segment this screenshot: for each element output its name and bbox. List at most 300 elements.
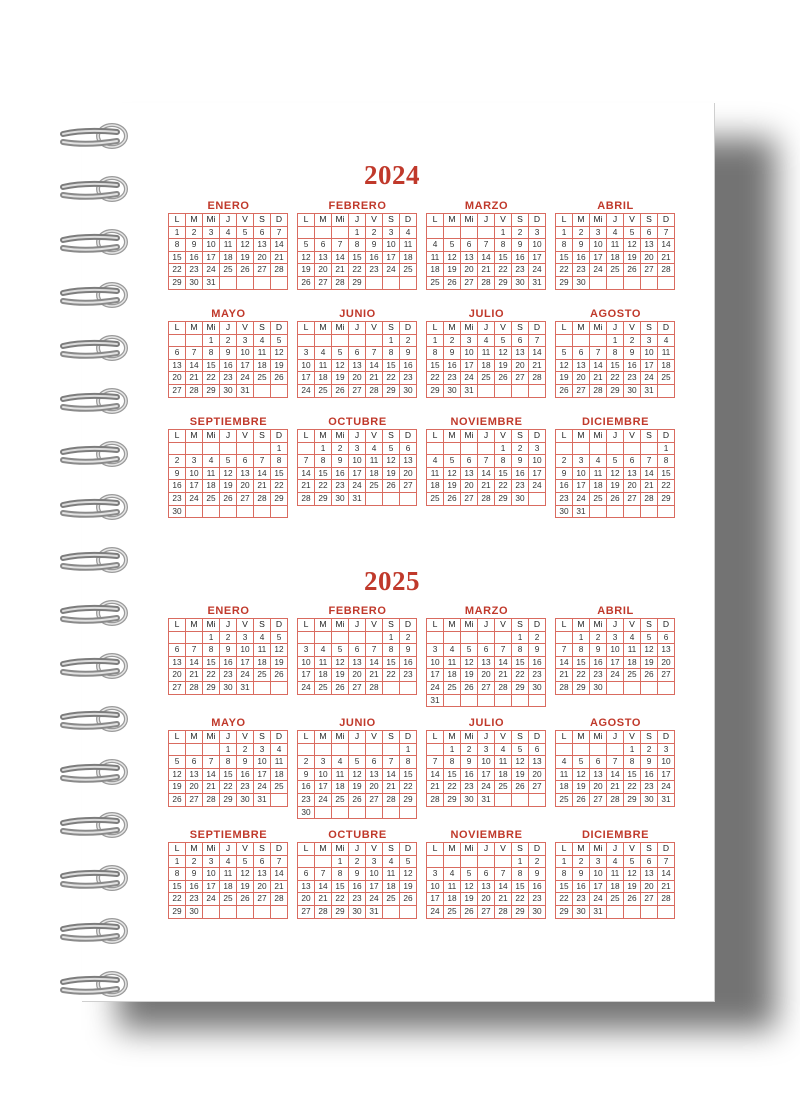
day-cell: 19	[400, 881, 417, 894]
day-cell: 26	[444, 493, 461, 506]
day-cell: 28	[186, 385, 203, 398]
weekday-header: M	[315, 731, 332, 744]
weekday-header: V	[624, 322, 641, 335]
empty-cell	[556, 335, 573, 348]
empty-cell	[624, 506, 641, 519]
day-cell: 20	[254, 881, 271, 894]
weekday-header: V	[237, 322, 254, 335]
day-cell: 16	[237, 769, 254, 782]
day-cell: 2	[332, 443, 349, 456]
empty-cell	[427, 227, 444, 240]
day-cell: 5	[271, 335, 288, 348]
weekday-header: S	[512, 322, 529, 335]
day-cell: 31	[590, 906, 607, 919]
day-cell: 17	[349, 468, 366, 481]
day-cell: 3	[590, 856, 607, 869]
weekday-header: D	[400, 214, 417, 227]
month-calendar	[555, 199, 676, 290]
day-cell: 1	[607, 335, 624, 348]
empty-cell	[271, 385, 288, 398]
day-cell: 1	[427, 335, 444, 348]
empty-cell	[203, 744, 220, 757]
day-cell: 24	[349, 480, 366, 493]
day-cell: 2	[556, 455, 573, 468]
day-cell: 12	[444, 252, 461, 265]
day-cell: 23	[186, 893, 203, 906]
day-cell: 15	[315, 468, 332, 481]
day-cell: 16	[641, 769, 658, 782]
day-cell: 20	[478, 893, 495, 906]
day-cell: 9	[298, 769, 315, 782]
day-cell: 3	[298, 644, 315, 657]
day-cell: 23	[590, 669, 607, 682]
spiral-ring-icon	[55, 438, 130, 470]
empty-cell	[220, 906, 237, 919]
month-calendar	[168, 828, 289, 919]
day-cell: 13	[658, 644, 675, 657]
day-cell: 5	[332, 347, 349, 360]
weekday-header: D	[658, 843, 675, 856]
day-cell: 24	[254, 781, 271, 794]
day-cell: 10	[590, 239, 607, 252]
day-cell: 13	[478, 881, 495, 894]
day-cell: 31	[529, 277, 546, 290]
weekday-header: M	[573, 430, 590, 443]
day-cell: 13	[461, 252, 478, 265]
day-cell: 24	[529, 480, 546, 493]
day-cell: 21	[495, 893, 512, 906]
day-cell: 29	[556, 906, 573, 919]
day-cell: 28	[495, 682, 512, 695]
day-cell: 24	[427, 682, 444, 695]
spiral-ring-icon	[55, 703, 130, 735]
month-name: JULIO	[468, 308, 505, 320]
empty-cell	[383, 807, 400, 820]
empty-cell	[400, 682, 417, 695]
day-cell: 31	[573, 506, 590, 519]
empty-cell	[658, 385, 675, 398]
day-cell: 11	[427, 252, 444, 265]
day-cell: 3	[478, 744, 495, 757]
day-cell: 18	[254, 360, 271, 373]
day-cell: 10	[529, 455, 546, 468]
day-cell: 7	[332, 239, 349, 252]
day-cell: 15	[444, 769, 461, 782]
day-cell: 28	[478, 493, 495, 506]
day-cell: 13	[641, 868, 658, 881]
day-cell: 21	[315, 893, 332, 906]
day-cell: 18	[203, 480, 220, 493]
day-cell: 2	[512, 227, 529, 240]
day-cell: 9	[186, 239, 203, 252]
weekday-header: Mi	[461, 843, 478, 856]
day-cell: 7	[271, 856, 288, 869]
day-cell: 2	[220, 632, 237, 645]
weekday-header: J	[349, 731, 366, 744]
month-calendar	[426, 716, 547, 807]
day-cell: 5	[220, 455, 237, 468]
empty-cell	[444, 632, 461, 645]
day-cell: 7	[556, 644, 573, 657]
day-cell: 10	[237, 644, 254, 657]
day-cell: 4	[271, 744, 288, 757]
day-cell: 18	[658, 360, 675, 373]
weekday-header: M	[186, 843, 203, 856]
day-cell: 31	[237, 385, 254, 398]
month-grid	[426, 321, 546, 398]
empty-cell	[641, 682, 658, 695]
day-cell: 18	[444, 669, 461, 682]
weekday-header: M	[444, 322, 461, 335]
day-cell: 16	[512, 252, 529, 265]
day-cell: 7	[427, 756, 444, 769]
weekday-header: M	[573, 731, 590, 744]
day-cell: 20	[478, 669, 495, 682]
day-cell: 11	[607, 239, 624, 252]
day-cell: 24	[658, 781, 675, 794]
day-cell: 17	[186, 480, 203, 493]
day-cell: 12	[332, 360, 349, 373]
day-cell: 4	[203, 455, 220, 468]
weekday-header: D	[271, 843, 288, 856]
day-cell: 30	[186, 906, 203, 919]
day-cell: 30	[641, 794, 658, 807]
empty-cell	[315, 227, 332, 240]
day-cell: 10	[203, 239, 220, 252]
empty-cell	[658, 682, 675, 695]
month-calendar	[168, 716, 289, 807]
empty-cell	[186, 335, 203, 348]
day-cell: 29	[495, 493, 512, 506]
day-cell: 10	[658, 756, 675, 769]
day-cell: 24	[203, 264, 220, 277]
weekday-header: Mi	[590, 430, 607, 443]
day-cell: 4	[624, 632, 641, 645]
day-cell: 8	[332, 868, 349, 881]
weekday-header: S	[512, 843, 529, 856]
day-cell: 31	[478, 794, 495, 807]
day-cell: 5	[624, 227, 641, 240]
weekday-header: V	[366, 619, 383, 632]
day-cell: 1	[495, 443, 512, 456]
day-cell: 23	[220, 669, 237, 682]
day-cell: 29	[169, 277, 186, 290]
day-cell: 8	[271, 455, 288, 468]
day-cell: 4	[383, 856, 400, 869]
day-cell: 8	[556, 868, 573, 881]
spiral-ring-icon	[55, 650, 130, 682]
day-cell: 9	[556, 468, 573, 481]
day-cell: 18	[444, 893, 461, 906]
day-cell: 29	[607, 385, 624, 398]
weekday-header: L	[427, 214, 444, 227]
day-cell: 27	[478, 682, 495, 695]
day-cell: 21	[495, 669, 512, 682]
day-cell: 24	[573, 493, 590, 506]
day-cell: 2	[366, 227, 383, 240]
day-cell: 23	[298, 794, 315, 807]
weekday-header: L	[169, 322, 186, 335]
day-cell: 29	[203, 682, 220, 695]
day-cell: 10	[254, 756, 271, 769]
empty-cell	[461, 443, 478, 456]
day-cell: 7	[298, 455, 315, 468]
weekday-header: L	[298, 619, 315, 632]
weekday-header: M	[444, 843, 461, 856]
day-cell: 6	[478, 868, 495, 881]
month-grid	[297, 429, 417, 506]
day-cell: 19	[444, 264, 461, 277]
day-cell: 22	[383, 669, 400, 682]
day-cell: 22	[512, 669, 529, 682]
empty-cell	[478, 632, 495, 645]
day-cell: 5	[641, 632, 658, 645]
day-cell: 19	[169, 781, 186, 794]
day-cell: 20	[315, 264, 332, 277]
day-cell: 25	[315, 385, 332, 398]
day-cell: 19	[624, 252, 641, 265]
day-cell: 8	[169, 239, 186, 252]
day-cell: 9	[529, 868, 546, 881]
day-cell: 3	[237, 335, 254, 348]
weekday-header: M	[573, 322, 590, 335]
day-cell: 10	[298, 657, 315, 670]
day-cell: 18	[607, 252, 624, 265]
empty-cell	[169, 632, 186, 645]
day-cell: 3	[203, 856, 220, 869]
day-cell: 22	[427, 372, 444, 385]
day-cell: 31	[427, 695, 444, 708]
empty-cell	[478, 443, 495, 456]
spiral-binding	[55, 0, 135, 1105]
day-cell: 7	[478, 239, 495, 252]
day-cell: 5	[298, 239, 315, 252]
day-cell: 19	[624, 881, 641, 894]
day-cell: 11	[607, 868, 624, 881]
day-cell: 2	[186, 856, 203, 869]
day-cell: 18	[624, 657, 641, 670]
empty-cell	[169, 443, 186, 456]
day-cell: 21	[271, 881, 288, 894]
day-cell: 29	[349, 277, 366, 290]
day-cell: 25	[383, 893, 400, 906]
day-cell: 3	[590, 227, 607, 240]
empty-cell	[461, 632, 478, 645]
day-cell: 2	[512, 443, 529, 456]
weekday-header: Mi	[461, 322, 478, 335]
day-cell: 6	[298, 868, 315, 881]
day-cell: 8	[512, 868, 529, 881]
day-cell: 5	[461, 644, 478, 657]
day-cell: 10	[186, 468, 203, 481]
day-cell: 23	[400, 372, 417, 385]
day-cell: 19	[461, 669, 478, 682]
day-cell: 12	[220, 468, 237, 481]
month-grid	[168, 730, 288, 807]
day-cell: 8	[427, 347, 444, 360]
day-cell: 12	[169, 769, 186, 782]
day-cell: 10	[298, 360, 315, 373]
weekday-header: D	[529, 843, 546, 856]
day-cell: 16	[512, 468, 529, 481]
month-name: OCTUBRE	[328, 416, 387, 428]
day-cell: 28	[478, 277, 495, 290]
day-cell: 9	[186, 868, 203, 881]
empty-cell	[271, 506, 288, 519]
day-cell: 13	[254, 868, 271, 881]
empty-cell	[461, 856, 478, 869]
day-cell: 17	[607, 657, 624, 670]
weekday-header: M	[444, 731, 461, 744]
day-cell: 26	[169, 794, 186, 807]
day-cell: 26	[556, 385, 573, 398]
day-cell: 1	[573, 632, 590, 645]
day-cell: 26	[298, 277, 315, 290]
day-cell: 10	[461, 347, 478, 360]
weekday-header: M	[315, 430, 332, 443]
empty-cell	[332, 335, 349, 348]
empty-cell	[186, 506, 203, 519]
day-cell: 19	[237, 881, 254, 894]
day-cell: 13	[349, 657, 366, 670]
day-cell: 11	[427, 468, 444, 481]
day-cell: 8	[169, 868, 186, 881]
empty-cell	[332, 744, 349, 757]
weekday-header: D	[400, 322, 417, 335]
weekday-header: M	[573, 214, 590, 227]
weekday-header: V	[237, 731, 254, 744]
day-cell: 14	[203, 769, 220, 782]
month-grid	[297, 321, 417, 398]
day-cell: 9	[573, 239, 590, 252]
month-grid	[168, 213, 288, 290]
day-cell: 10	[478, 756, 495, 769]
month-name: SEPTIEMBRE	[189, 829, 268, 841]
day-cell: 1	[349, 227, 366, 240]
weekday-header: M	[315, 322, 332, 335]
day-cell: 15	[607, 360, 624, 373]
empty-cell	[254, 906, 271, 919]
day-cell: 28	[529, 372, 546, 385]
empty-cell	[298, 744, 315, 757]
empty-cell	[641, 443, 658, 456]
empty-cell	[254, 506, 271, 519]
day-cell: 6	[590, 756, 607, 769]
weekday-header: M	[186, 214, 203, 227]
day-cell: 21	[478, 264, 495, 277]
day-cell: 1	[556, 227, 573, 240]
day-cell: 3	[237, 632, 254, 645]
day-cell: 8	[400, 756, 417, 769]
weekday-header: Mi	[461, 430, 478, 443]
day-cell: 2	[186, 227, 203, 240]
weekday-header: D	[529, 322, 546, 335]
day-cell: 24	[478, 781, 495, 794]
weekday-header: Mi	[203, 731, 220, 744]
day-cell: 15	[495, 252, 512, 265]
day-cell: 17	[427, 893, 444, 906]
day-cell: 14	[186, 360, 203, 373]
empty-cell	[641, 906, 658, 919]
day-cell: 21	[366, 669, 383, 682]
day-cell: 15	[271, 468, 288, 481]
day-cell: 27	[298, 906, 315, 919]
day-cell: 14	[186, 657, 203, 670]
weekday-header: V	[495, 843, 512, 856]
day-cell: 9	[624, 347, 641, 360]
month-calendar	[555, 604, 676, 695]
weekday-header: Mi	[203, 430, 220, 443]
day-cell: 18	[607, 881, 624, 894]
weekday-header: Mi	[332, 430, 349, 443]
day-cell: 26	[573, 794, 590, 807]
day-cell: 26	[271, 669, 288, 682]
month-name: ABRIL	[597, 605, 634, 617]
weekday-header: L	[169, 843, 186, 856]
empty-cell	[332, 807, 349, 820]
day-cell: 21	[641, 480, 658, 493]
day-cell: 16	[556, 480, 573, 493]
weekday-header: S	[254, 322, 271, 335]
day-cell: 13	[237, 468, 254, 481]
empty-cell	[461, 695, 478, 708]
day-cell: 18	[315, 372, 332, 385]
day-cell: 21	[186, 669, 203, 682]
day-cell: 24	[529, 264, 546, 277]
day-cell: 29	[383, 385, 400, 398]
day-cell: 9	[641, 756, 658, 769]
day-cell: 6	[237, 455, 254, 468]
day-cell: 27	[641, 893, 658, 906]
empty-cell	[478, 856, 495, 869]
day-cell: 10	[349, 455, 366, 468]
day-cell: 21	[478, 480, 495, 493]
day-cell: 6	[624, 455, 641, 468]
spiral-ring-icon	[55, 968, 130, 1000]
empty-cell	[220, 443, 237, 456]
empty-cell	[400, 807, 417, 820]
month-grid	[297, 618, 417, 695]
day-cell: 29	[220, 794, 237, 807]
day-cell: 30	[461, 794, 478, 807]
day-cell: 22	[556, 264, 573, 277]
day-cell: 15	[383, 360, 400, 373]
day-cell: 15	[495, 468, 512, 481]
day-cell: 16	[529, 657, 546, 670]
spiral-ring-icon	[55, 120, 130, 152]
weekday-header: D	[658, 619, 675, 632]
empty-cell	[590, 443, 607, 456]
empty-cell	[573, 335, 590, 348]
day-cell: 5	[512, 744, 529, 757]
day-cell: 1	[315, 443, 332, 456]
weekday-header: J	[220, 430, 237, 443]
day-cell: 24	[298, 385, 315, 398]
empty-cell	[529, 794, 546, 807]
empty-cell	[607, 682, 624, 695]
day-cell: 13	[461, 468, 478, 481]
day-cell: 22	[169, 893, 186, 906]
day-cell: 23	[573, 893, 590, 906]
day-cell: 21	[427, 781, 444, 794]
day-cell: 28	[658, 264, 675, 277]
day-cell: 22	[624, 781, 641, 794]
empty-cell	[383, 682, 400, 695]
day-cell: 22	[556, 893, 573, 906]
day-cell: 1	[658, 443, 675, 456]
day-cell: 29	[444, 794, 461, 807]
day-cell: 13	[573, 360, 590, 373]
